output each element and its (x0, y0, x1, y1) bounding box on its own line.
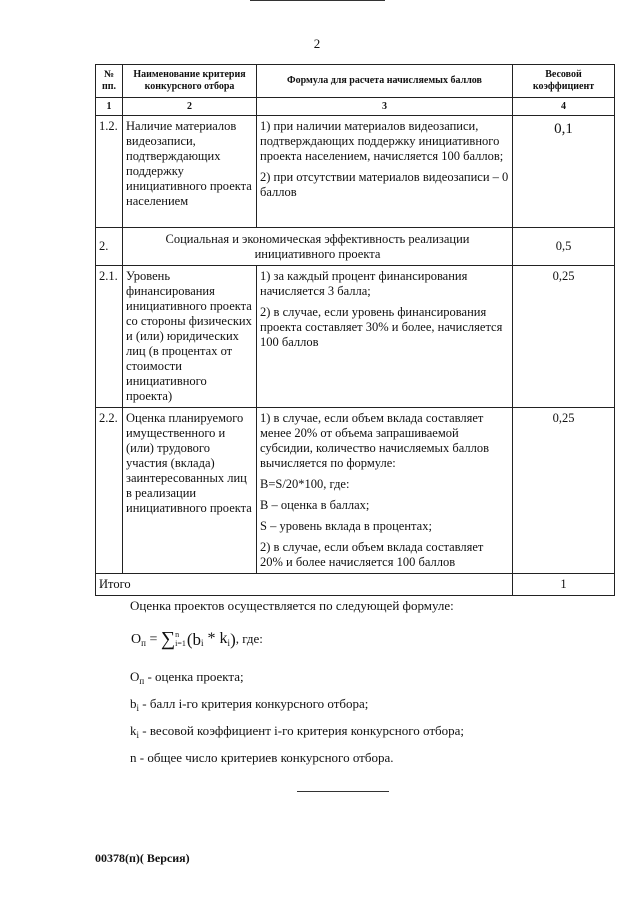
formula-b-subscript: i (201, 638, 204, 648)
definition-item (130, 750, 393, 766)
header-number: № пп. (96, 65, 123, 98)
definition-text: - оценка проекта; (144, 669, 244, 684)
formula-equals: = (145, 632, 161, 647)
definition-symbol: O (130, 669, 140, 684)
scoring-formula (131, 628, 263, 651)
formula-line: B=S/20*100, где: (260, 477, 350, 491)
column-index-row (96, 98, 615, 116)
row-number: 2.2. (96, 408, 123, 574)
formula-line: 1) при наличии материалов видеозаписи, подтверждающих поддержку инициативного проекта населением, начисляется 100 баллов; (260, 119, 504, 163)
formula-tail: , где: (235, 631, 263, 646)
formula-intro: Оценка проектов осуществляется по следующей формуле: (130, 598, 454, 613)
document-footer: 00378(п)( Версия) (95, 851, 190, 865)
criterion-name: Оценка планируемого имущественного и (или) трудового участия (вклада) заинтересованных лиц в реализации инициативного проекта (123, 408, 257, 574)
definition-symbol: k (130, 723, 137, 738)
table-row (96, 408, 615, 574)
criterion-name: Уровень финансирования инициативного проекта со стороны физических и (или) юридических лиц (в процентах от стоимости инициативного проекта) (123, 266, 257, 408)
definition-text: - весовой коэффициент i-го критерия конкурсного отбора; (139, 723, 464, 738)
column-index: 4 (513, 98, 615, 116)
criterion-weight: 0,25 (513, 266, 615, 408)
page-number: 2 (313, 36, 321, 51)
definition-symbol: b (130, 696, 137, 711)
definition-item (130, 723, 464, 739)
sum-lower-limit: i=1 (175, 639, 186, 648)
definition-item (130, 696, 368, 712)
total-row (96, 574, 615, 596)
criterion-formula (257, 116, 513, 228)
definition-item (130, 669, 244, 685)
formula-lhs-subscript: п (141, 638, 146, 648)
header-criterion-name: Наименование критерия конкурсного отбора (123, 65, 257, 98)
criterion-formula (257, 408, 513, 574)
row-number: 2. (96, 228, 123, 266)
section-title: Социальная и экономическая эффективность реализации инициативного проекта (123, 228, 513, 266)
formula-lhs: O (131, 632, 142, 647)
formula-line: S – уровень вклада в процентах; (260, 519, 432, 533)
column-index: 2 (123, 98, 257, 116)
formula-k-subscript: i (227, 638, 231, 648)
formula-line: 1) за каждый процент финансирования начисляется 3 балла; (260, 269, 468, 298)
total-value: 1 (513, 574, 615, 596)
end-rule (297, 791, 389, 792)
formula-line: 1) в случае, если объем вклада составляет менее 20% от объема запрашиваемой субсидии, количество начисляемых баллов вычисляется по формуле: (260, 411, 489, 470)
column-index: 1 (96, 98, 123, 116)
criterion-weight: 0,25 (513, 408, 615, 574)
definition-subscript: п (139, 676, 145, 686)
sum-symbol: ∑ (160, 628, 176, 650)
criterion-weight: 0,5 (513, 228, 615, 266)
criteria-table (95, 64, 615, 596)
row-number: 2.1. (96, 266, 123, 408)
formula-line: 2) в случае, если уровень финансирования проекта составляет 30% и более, начисляется 100 баллов (260, 305, 503, 349)
formula-body-open: (b (186, 630, 202, 649)
table-row (96, 116, 615, 228)
definition-text: - балл i-го критерия конкурсного отбора; (139, 696, 369, 711)
header-formula: Формула для расчета начисляемых баллов (257, 65, 513, 98)
formula-body-close: ) (230, 630, 236, 649)
definition-subscript: i (136, 730, 140, 740)
criterion-name: Наличие материалов видеозаписи, подтверждающих поддержку инициативного проекта населением (123, 116, 257, 228)
row-number: 1.2. (96, 116, 123, 228)
section-row (96, 228, 615, 266)
definition-text: - общее число критериев конкурсного отбора. (136, 750, 394, 765)
formula-line: 2) при отсутствии материалов видеозаписи – 0 баллов (260, 170, 509, 199)
top-rule (250, 0, 385, 1)
definition-symbol: n (130, 750, 137, 765)
table-row (96, 266, 615, 408)
criterion-weight: 0,1 (513, 116, 615, 228)
sum-upper-limit: n (175, 630, 180, 639)
formula-line: B – оценка в баллах; (260, 498, 370, 512)
header-weight: Весовой коэффициент (513, 65, 615, 98)
formula-line: 2) в случае, если объем вклада составляет 20% и более начисляется 100 баллов (260, 540, 484, 569)
total-label: Итого (96, 574, 513, 596)
definition-subscript: i (136, 703, 140, 713)
criterion-formula (257, 266, 513, 408)
formula-mult: * k (203, 630, 228, 647)
column-index: 3 (257, 98, 513, 116)
table-header-row (96, 65, 615, 98)
